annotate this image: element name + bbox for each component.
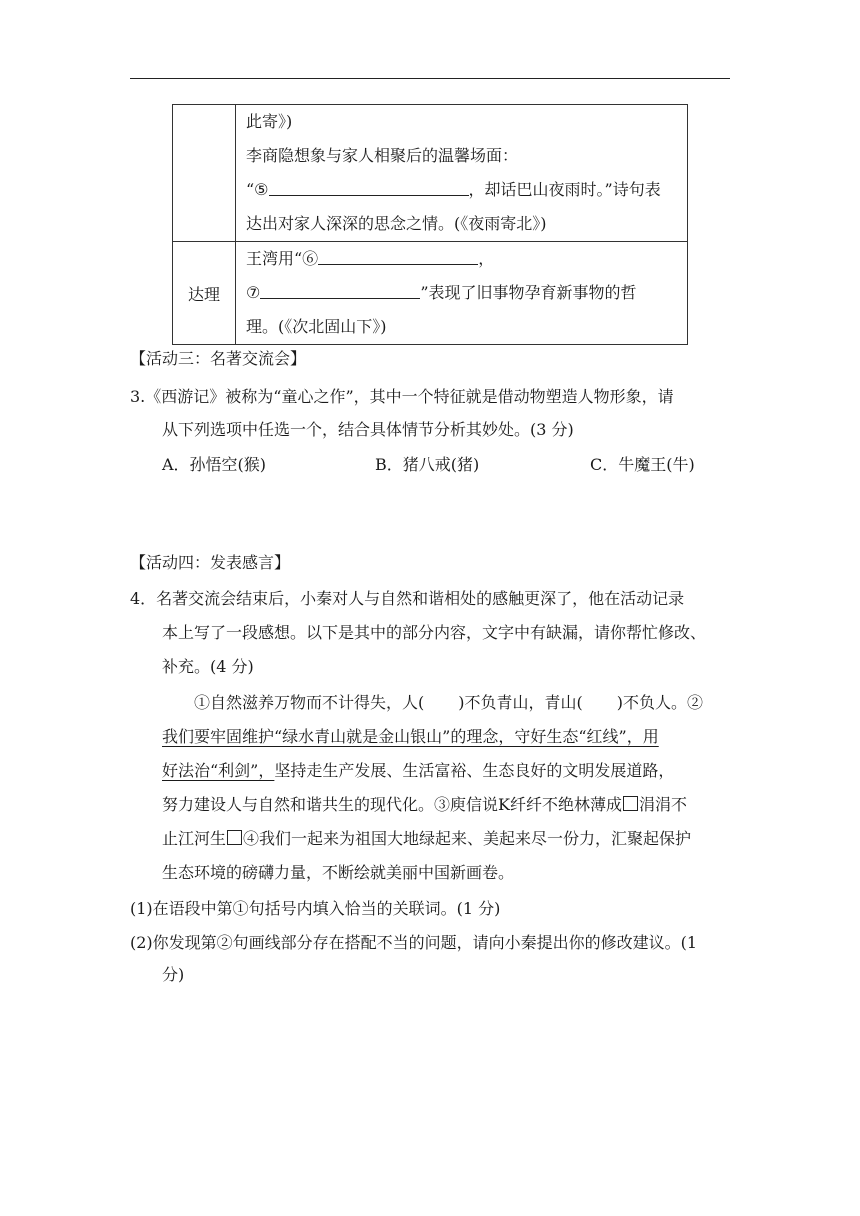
q4-line3: 补充。(4 分) bbox=[162, 657, 254, 676]
row-content bbox=[236, 242, 688, 345]
q3-line1: 3.《西游记》被称为“童心之作”，其中一个特征就是借动物塑造人物形象，请 bbox=[130, 387, 674, 406]
passage-text: ①自然滋养万物而不计得失，人( bbox=[194, 693, 425, 712]
blank5-prefix: “⑤ bbox=[246, 180, 269, 199]
blank7-prefix: ⑦ bbox=[246, 283, 261, 302]
passage-line3 bbox=[162, 758, 674, 781]
q3-line2: 从下列选项中任选一个，结合具体情节分析其妙处。(3 分) bbox=[162, 420, 574, 439]
row2-line2 bbox=[246, 276, 679, 310]
passage-line2-underlined: 我们要牢固维护“绿水青山就是金山银山”的理念，守好生态“红线”，用 bbox=[162, 727, 659, 746]
blank-6[interactable] bbox=[318, 248, 478, 265]
option-b[interactable]: B．猪八戒(猪) bbox=[375, 455, 480, 474]
header-rule bbox=[130, 78, 730, 79]
row-label: 达理 bbox=[173, 242, 236, 345]
q4-line2: 本上写了一段感想。以下是其中的部分内容，文字中有缺漏，请你帮忙修改、 bbox=[162, 623, 707, 642]
q4-line1: 4．名著交流会结束后，小秦对人与自然和谐相处的感触更深了，他在活动记录 bbox=[130, 589, 685, 608]
passage-line6: 生态环境的磅礴力量，不断绘就美丽中国新画卷。 bbox=[162, 863, 515, 882]
blank-5[interactable] bbox=[269, 179, 469, 196]
table-row bbox=[173, 242, 688, 345]
activity4-heading: 【活动四：发表感言】 bbox=[130, 553, 291, 572]
passage-text: 涓涓不 bbox=[638, 795, 687, 814]
underlined-text: 好法治“利剑”， bbox=[162, 761, 275, 780]
passage-line4 bbox=[162, 792, 687, 815]
missing-punctuation-box[interactable] bbox=[623, 796, 638, 811]
poetry-table bbox=[172, 104, 688, 345]
subquestion-2-line2: 分) bbox=[162, 965, 185, 984]
row2-line1 bbox=[246, 242, 679, 276]
subquestion-2-line1: (2)你发现第②句画线部分存在搭配不当的问题，请向小秦提出你的修改建议。(1 bbox=[130, 933, 698, 952]
passage-text: ④我们一起来为祖国大地绿起来、美起来尽一份力，汇聚起保护 bbox=[243, 829, 692, 848]
row-content bbox=[236, 105, 688, 242]
table-row bbox=[173, 105, 688, 242]
row1-line4: 达出对家人深深的思念之情。(《夜雨寄北》) bbox=[246, 214, 547, 233]
option-a[interactable]: A．孙悟空(猴) bbox=[162, 455, 267, 474]
missing-punctuation-box[interactable] bbox=[227, 830, 242, 845]
activity3-heading: 【活动三：名著交流会】 bbox=[130, 349, 307, 368]
passage-line1 bbox=[194, 690, 703, 713]
option-c[interactable]: C．牛魔王(牛) bbox=[590, 455, 695, 474]
row-label-empty bbox=[173, 105, 236, 242]
blank6-suffix: ， bbox=[478, 249, 495, 268]
row1-line3 bbox=[246, 173, 679, 207]
passage-text: )不负青山，青山( bbox=[458, 693, 583, 712]
passage-text: 努力建设人与自然和谐共生的现代化。③庾信说K纤纤不绝林薄成 bbox=[162, 795, 622, 814]
subquestion-1: (1)在语段中第①句括号内填入恰当的关联词。(1 分) bbox=[130, 899, 501, 918]
passage-line5 bbox=[162, 826, 691, 849]
row1-line2: 李商隐想象与家人相聚后的温馨场面： bbox=[246, 146, 519, 165]
row1-line1: 此寄》) bbox=[246, 112, 293, 131]
blank7-suffix: ”表现了旧事物孕育新事物的哲 bbox=[420, 283, 637, 302]
blank6-prefix: 王湾用“⑥ bbox=[246, 249, 319, 268]
blank5-suffix: ，却话巴山夜雨时。”诗句表 bbox=[468, 180, 661, 199]
blank-7[interactable] bbox=[260, 282, 420, 299]
passage-text: 坚持走生产发展、生活富裕、生态良好的文明发展道路， bbox=[274, 761, 675, 780]
row2-line3: 理。(《次北固山下》) bbox=[246, 317, 387, 336]
passage-text: 止江河生 bbox=[162, 829, 227, 848]
passage-text: )不负人。② bbox=[616, 693, 703, 712]
